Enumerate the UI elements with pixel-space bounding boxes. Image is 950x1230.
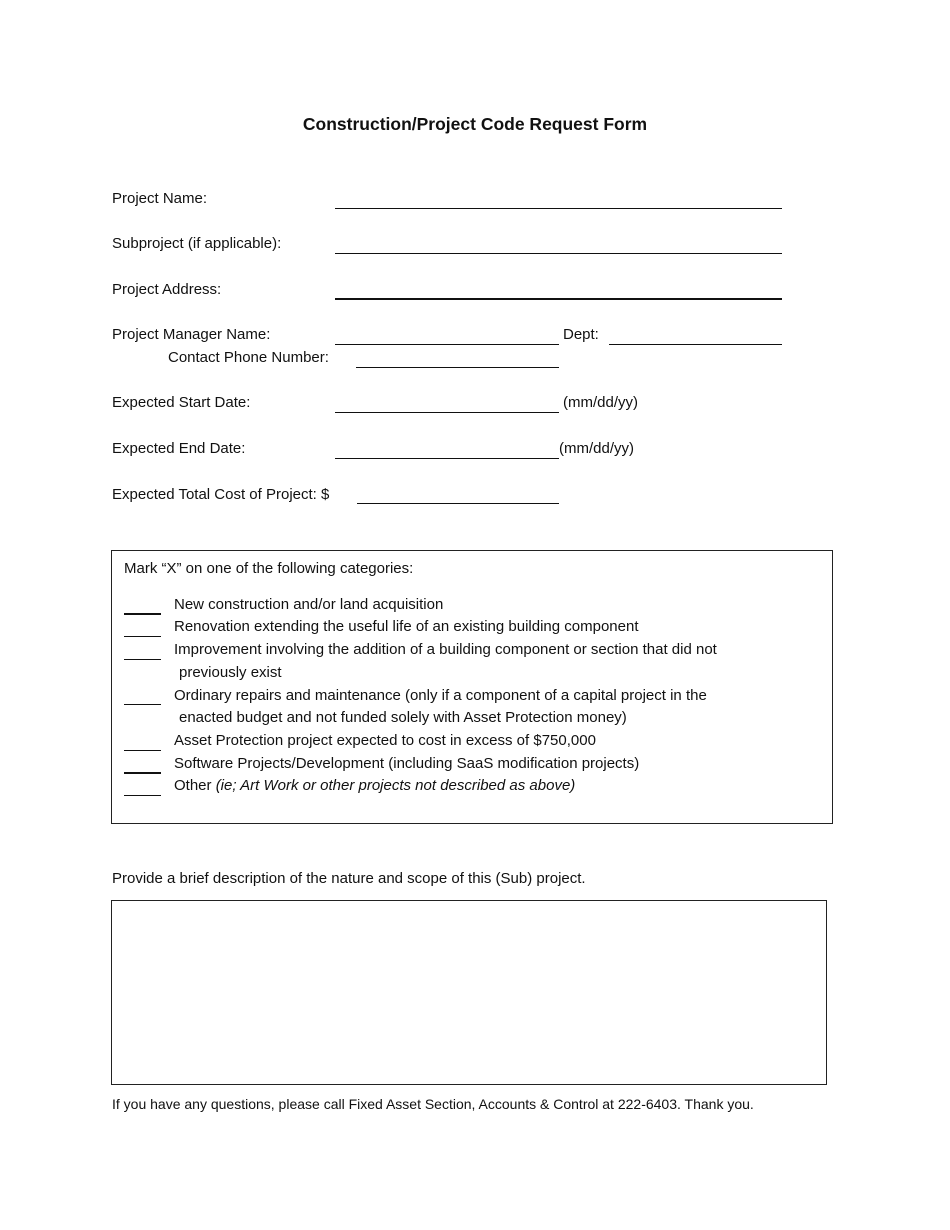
category-label-ordinary-repairs: Ordinary repairs and maintenance (only if a component of a capital project in the bbox=[174, 687, 707, 704]
start-date-field[interactable] bbox=[335, 412, 559, 413]
project-manager-field[interactable] bbox=[335, 344, 559, 345]
description-prompt: Provide a brief description of the nature and scope of this (Sub) project. bbox=[112, 870, 586, 887]
category-blank-new-construction[interactable] bbox=[124, 613, 161, 615]
end-date-field[interactable] bbox=[335, 458, 559, 459]
dept-field[interactable] bbox=[609, 344, 782, 345]
category-blank-ordinary-repairs[interactable] bbox=[124, 704, 161, 705]
category-label-other bbox=[174, 777, 575, 794]
footer-note: If you have any questions, please call Fixed Asset Section, Accounts & Control at 222-6403. Thank you. bbox=[112, 1096, 754, 1112]
category-label-new-construction: New construction and/or land acquisition bbox=[174, 596, 444, 613]
total-cost-label: Expected Total Cost of Project: $ bbox=[112, 486, 330, 503]
category-instruction: Mark “X” on one of the following categories: bbox=[124, 560, 414, 577]
category-label-ordinary-repairs-cont: enacted budget and not funded solely with Asset Protection money) bbox=[179, 709, 627, 726]
total-cost-field[interactable] bbox=[357, 503, 559, 504]
category-label-renovation: Renovation extending the useful life of an existing building component bbox=[174, 618, 639, 635]
category-label-improvement: Improvement involving the addition of a building component or section that did not bbox=[174, 641, 717, 658]
dept-label: Dept: bbox=[563, 326, 599, 343]
description-textarea[interactable] bbox=[111, 900, 827, 1085]
category-label-other-note: (ie; Art Work or other projects not described as above) bbox=[215, 777, 576, 794]
category-section bbox=[111, 550, 833, 824]
end-date-label: Expected End Date: bbox=[112, 440, 246, 457]
category-label-other-text: Other bbox=[174, 777, 212, 794]
project-name-label: Project Name: bbox=[112, 190, 208, 207]
category-blank-renovation[interactable] bbox=[124, 636, 161, 637]
category-blank-improvement[interactable] bbox=[124, 659, 161, 660]
category-label-software: Software Projects/Development (including SaaS modification projects) bbox=[174, 755, 640, 772]
category-blank-asset-protection[interactable] bbox=[124, 750, 161, 751]
project-address-field[interactable] bbox=[335, 298, 782, 300]
category-blank-software[interactable] bbox=[124, 772, 161, 774]
project-address-label: Project Address: bbox=[112, 281, 222, 298]
project-name-field[interactable] bbox=[335, 208, 782, 209]
form-title: Construction/Project Code Request Form bbox=[302, 114, 648, 134]
subproject-field[interactable] bbox=[335, 253, 782, 254]
project-manager-label: Project Manager Name: bbox=[112, 326, 271, 343]
category-blank-other[interactable] bbox=[124, 795, 161, 796]
contact-phone-label: Contact Phone Number: bbox=[168, 349, 329, 366]
subproject-label: Subproject (if applicable): bbox=[112, 235, 282, 252]
start-date-format-hint: (mm/dd/yy) bbox=[563, 394, 638, 411]
category-label-asset-protection: Asset Protection project expected to cost in excess of $750,000 bbox=[174, 732, 596, 749]
end-date-format-hint: (mm/dd/yy) bbox=[559, 440, 634, 457]
start-date-label: Expected Start Date: bbox=[112, 394, 251, 411]
category-label-improvement-cont: previously exist bbox=[179, 664, 282, 681]
contact-phone-field[interactable] bbox=[356, 367, 559, 368]
